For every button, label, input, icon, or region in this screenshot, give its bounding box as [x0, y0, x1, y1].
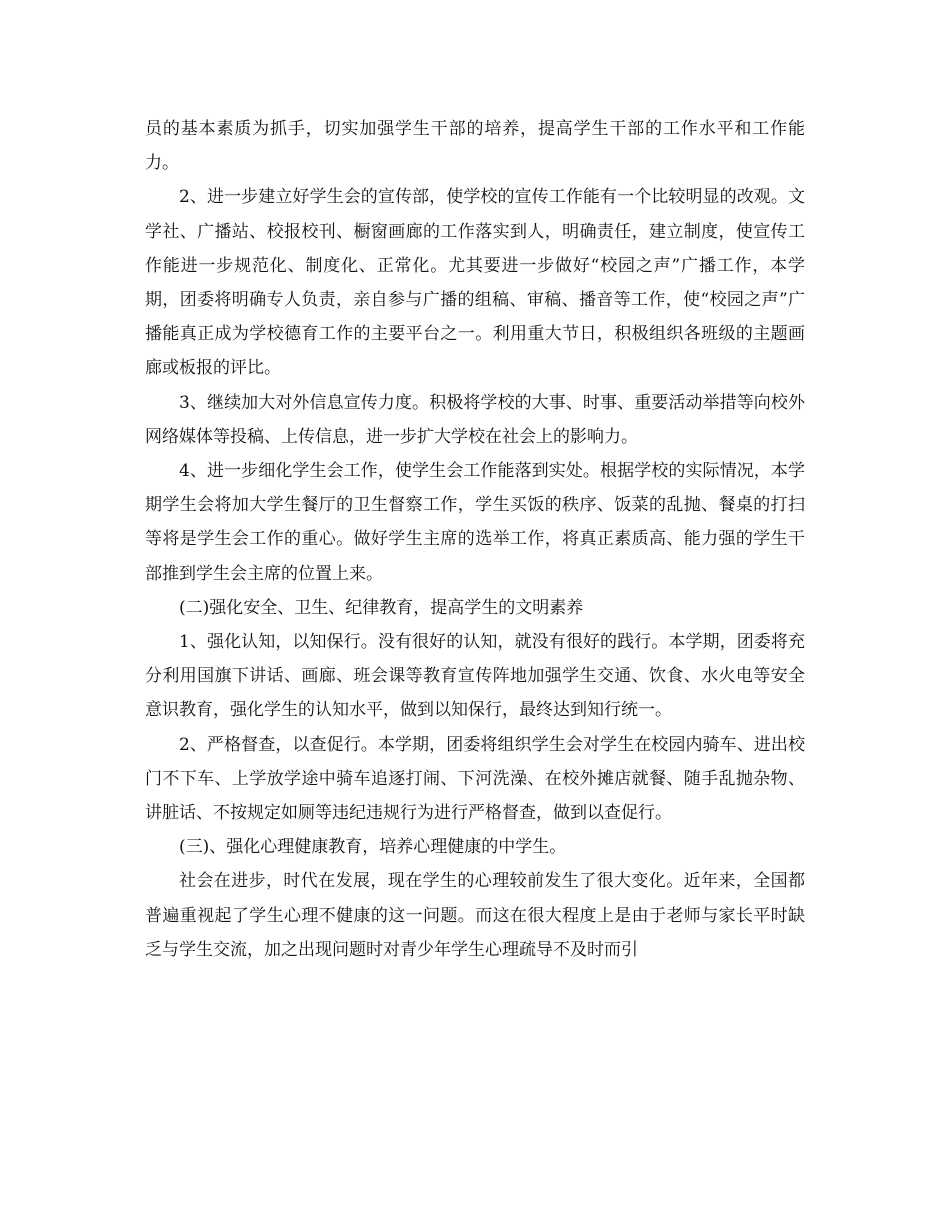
paragraph-mental-health-intro: 社会在进步，时代在发展，现在学生的心理较前发生了很大变化。近年来，全国都普遍重视起了学生心理不健康的这一问题。而这在很大程度上是由于老师与家长平时缺乏与学生交流，加之出现问题时对青少年学生心理疏导不及时而引 [145, 871, 805, 960]
section-heading-mental-health: (三)、强化心理健康教育，培养心理健康的中学生。 [179, 837, 567, 858]
paragraph-student-union-work: 4、进一步细化学生会工作，使学生会工作能落到实处。根据学校的实际情况，本学期学生会将加大学生餐厅的卫生督察工作，学生买饭的秩序、饭菜的乱抛、餐桌的打扫等将是学生会工作的重心。做好学生主席的选举工作，将真正素质高、能力强的学生干部推到学生会主席的位置上来。 [145, 461, 805, 584]
paragraph-strengthen-awareness: 1、强化认知，以知保行。没有很好的认知，就没有很好的践行。本学期，团委将充分利用国旗下讲话、画廊、班会课等教育宣传阵地加强学生交通、饮食、水火电等安全意识教育，强化学生的认知水平，做到以知保行，最终达到知行统一。 [145, 632, 805, 721]
paragraph-external-publicity: 3、继续加大对外信息宣传力度。积极将学校的大事、时事、重要活动举措等向校外网络媒体等投稿、上传信息，进一步扩大学校在社会上的影响力。 [145, 392, 805, 447]
document-page [145, 112, 805, 967]
paragraph-publicity-department: 2、进一步建立好学生会的宣传部，使学校的宣传工作能有一个比较明显的改观。文学社、广播站、校报校刊、橱窗画廊的工作落实到人，明确责任，建立制度，使宣传工作能进一步规范化、制度化、正常化。尤其要进一步做好“校园之声”广播工作，本学期，团委将明确专人负责，亲自参与广播的组稿、审稿、播音等工作，使“校园之声”广播能真正成为学校德育工作的主要平台之一。利用重大节日，积极组织各班级的主题画廊或板报的评比。 [145, 187, 805, 379]
paragraph-strict-supervision: 2、严格督查，以查促行。本学期，团委将组织学生会对学生在校园内骑车、进出校门不下车、上学放学途中骑车追逐打闹、下河洗澡、在校外摊店就餐、随手乱抛杂物、讲脏话、不按规定如厕等违纪违规行为进行严格督查，做到以查促行。 [145, 734, 805, 824]
paragraph-continuation: 员的基本素质为抓手，切实加强学生干部的培养，提高学生干部的工作水平和工作能力。 [145, 119, 805, 174]
section-heading-safety-education: (二)强化安全、卫生、纪律教育，提高学生的文明素养 [179, 597, 584, 618]
